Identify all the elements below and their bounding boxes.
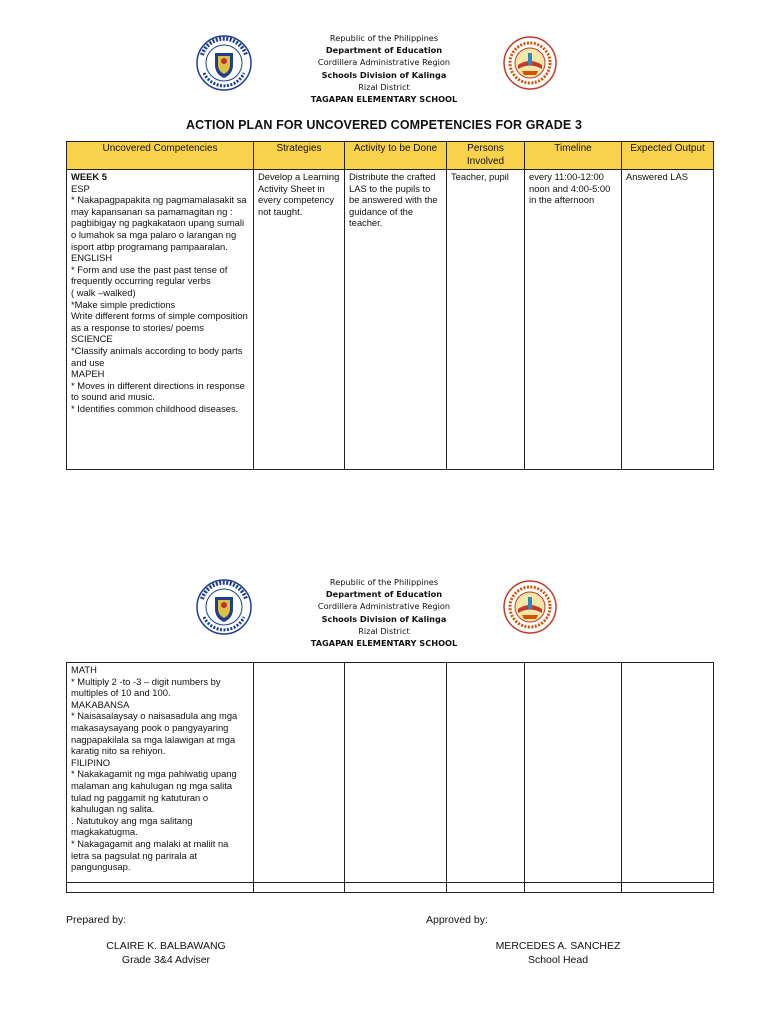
header-persons-involved: Persons Involved [447, 142, 525, 170]
subject-label: ENGLISH [71, 252, 113, 264]
department-line: Department of Education [325, 45, 443, 56]
activity-cell: Distribute the crafted LAS to the pupils to be answered with the guidance of the teacher. [345, 170, 447, 470]
timeline-cell: every 11:00-12:00 noon and 4:00-5:00 in the afternoon [525, 170, 622, 470]
output-cell [622, 663, 714, 883]
header-timeline: Timeline [525, 142, 622, 170]
competency-item: * Form and use the past past tense of frequently occurring regular verbs [71, 263, 228, 287]
approved-position: School Head [527, 954, 589, 966]
action-plan-table [66, 141, 714, 470]
division-line: Schools Division of Kalinga [321, 613, 447, 624]
subject-label: MATH [71, 664, 97, 675]
competency-item: * Nakapagpapakita ng pagmamalasakit sa may kapansanan sa pamamagitan ng : pagbibigay ng pagkakataon upang sumali o lumahok sa mga palaro o larangan ng isport atbp programang pampaaralan. [71, 194, 247, 252]
competencies-cell [67, 170, 254, 470]
empty-cell [254, 883, 345, 893]
competency-item: * Nakakagamit ng mga pahiwatig upang malaman ang kahulugan ng mga salita tulad ng paggamit ng katuturan o kahulugan ng salita. [71, 768, 237, 815]
subject-label: SCIENCE [71, 333, 113, 345]
strategies-cell [254, 663, 345, 883]
department-line: Department of Education [325, 589, 443, 600]
empty-cell [447, 883, 525, 893]
empty-cell [345, 883, 447, 893]
empty-cell [525, 883, 622, 893]
action-plan-table-continued [66, 662, 714, 893]
activity-cell [345, 663, 447, 883]
school-header [0, 32, 768, 112]
competency-item: * Naisasalaysay o naisasadula ang mga makasaysayang pook o pangyayaring nagpapakilala sa mga lalawigan at mga karatig nito sa rehiyon. [71, 710, 238, 757]
subject-label: MAPEH [71, 368, 105, 380]
subject-label: MAKABANSA [71, 698, 130, 710]
strategies-cell: Develop a Learning Activity Sheet in every competency not taught. [254, 170, 345, 470]
competency-item: . Natutukoy ang mga salitang magkakatugma. [71, 814, 193, 838]
prepared-name: CLAIRE K. BALBAWANG [106, 940, 226, 952]
subject-label: FILIPINO [71, 756, 111, 768]
region-line: Cordillera Administrative Region [317, 57, 451, 68]
header-uncovered-competencies: Uncovered Competencies [67, 142, 254, 170]
school-line: TAGAPAN ELEMENTARY SCHOOL [310, 638, 458, 649]
table-row-empty [67, 883, 714, 893]
empty-cell [67, 883, 254, 893]
page-title: ACTION PLAN FOR UNCOVERED COMPETENCIES FOR GRADE 3 [186, 118, 582, 132]
competency-item: * Moves in different directions in response to sound and music. [71, 379, 245, 403]
competency-item: * Identifies common childhood diseases. [71, 402, 239, 414]
school-header-page2 [0, 576, 768, 656]
header-activity: Activity to be Done [345, 142, 447, 170]
school-line: TAGAPAN ELEMENTARY SCHOOL [310, 94, 458, 105]
header-expected-output: Expected Output [622, 142, 714, 170]
subject-label: ESP [71, 182, 90, 194]
header-strategies: Strategies [254, 142, 345, 170]
school-seal-icon [502, 35, 558, 91]
school-seal-icon [502, 579, 558, 635]
approved-name: MERCEDES A. SANCHEZ [495, 940, 621, 952]
timeline-cell [525, 663, 622, 883]
region-line: Cordillera Administrative Region [317, 601, 451, 612]
division-line: Schools Division of Kalinga [321, 69, 447, 80]
competency-item: *Make simple predictions [71, 298, 176, 310]
prepared-position: Grade 3&4 Adviser [121, 954, 211, 966]
table-row [67, 663, 714, 883]
approved-signatory [466, 939, 650, 967]
empty-cell [622, 883, 714, 893]
prepared-by-label: Prepared by: [66, 914, 127, 926]
approved-by-label: Approved by: [426, 914, 488, 926]
competency-item: ( walk –walked) [71, 286, 136, 298]
district-line: Rizal District [358, 81, 410, 92]
competency-item: * Multiply 2 -to -3 – digit numbers by multiples of 10 and 100. [71, 675, 221, 699]
district-line: Rizal District [358, 625, 410, 636]
competency-item: *Classify animals according to body parts and use [71, 344, 243, 368]
competency-item: Write different forms of simple composition as a response to stories/ poems [71, 310, 248, 333]
competencies-cell [67, 663, 254, 883]
week-label: WEEK 5 [71, 171, 107, 182]
persons-cell [447, 663, 525, 883]
competency-item: * Nakagagamit ang malaki at maliit na letra sa pagsulat ng parirala at pangungusap. [71, 837, 229, 873]
persons-cell: Teacher, pupil [447, 170, 525, 470]
output-cell: Answered LAS [622, 170, 714, 470]
republic-line: Republic of the Philippines [329, 33, 439, 43]
republic-line: Republic of the Philippines [329, 577, 439, 587]
prepared-signatory [76, 939, 256, 967]
table-header-row [67, 142, 714, 170]
table-row [67, 170, 714, 470]
